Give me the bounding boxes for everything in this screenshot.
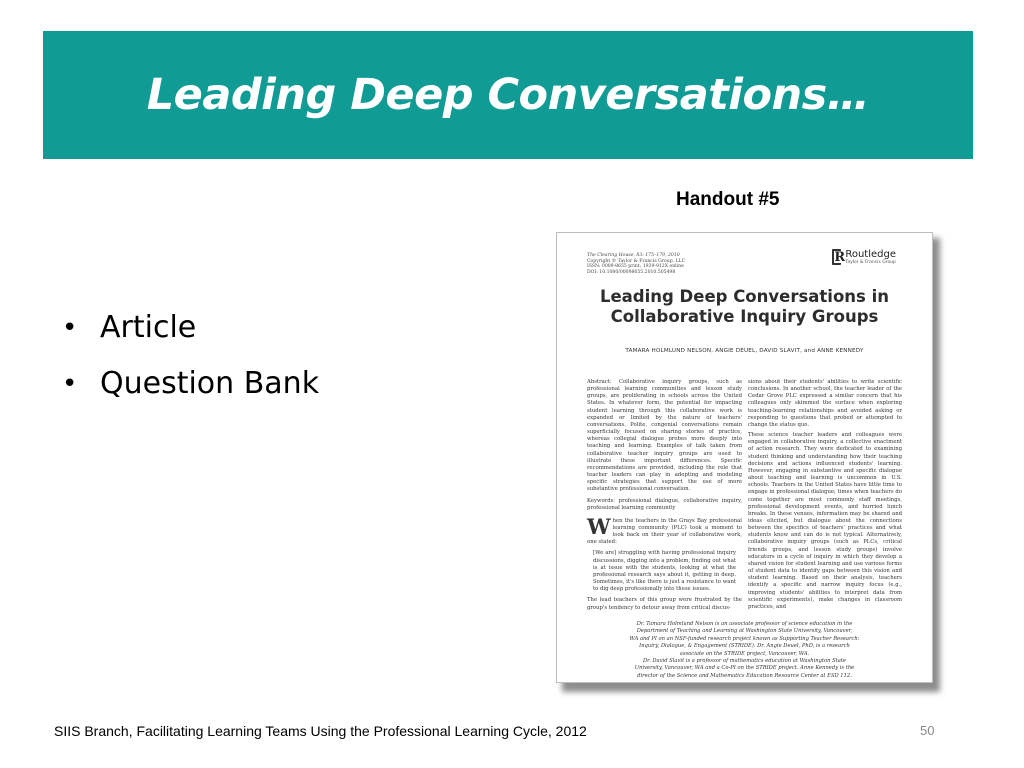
bullet-icon: • (62, 369, 78, 399)
article-author-notes (597, 621, 892, 680)
publisher-logo (832, 249, 896, 265)
bullet-icon: • (62, 313, 78, 343)
drop-cap: W (587, 513, 611, 539)
routledge-logo-icon: R (834, 250, 846, 265)
bullet-item (60, 356, 319, 412)
handout-label: Handout #5 (676, 189, 780, 210)
bullet-list (60, 300, 319, 412)
journal-line: The Clearing House, 83: 175–179, 2010 (587, 253, 680, 258)
author-note-line: Dr. Tamara Holmlund Nelson is an associate professor of science education in the (636, 621, 853, 627)
article-title-line: Collaborative Inquiry Groups (610, 307, 879, 326)
author-note-line: University, Vancouver, WA and a Co-PI on the STRIDE project. Anne Kennedy is the (634, 665, 855, 672)
slide-title: Leading Deep Conversations… (146, 70, 870, 120)
author-note-line: Dr. David Slavit is a professor of mathematics education at Washington State (643, 658, 846, 665)
journal-line: Copyright © Taylor & Francis Group, LLC (587, 258, 686, 264)
article-paragraph: sions about their students' abilities to write scientific conclusions. In another school, the teacher leader of the Cedar Grove PLC expressed a similar concern that his colleagues only skimmed the surface when exploring teaching-learning relationships and avoided asking or responding to questions that probed or attempted to change the status quo. (748, 379, 902, 428)
article-paragraph: The lead teachers of this group were frustrated by the group's tendency to detour away from critical discus- (587, 597, 742, 611)
author-note-line: associate on the STRIDE project, Vancouver, WA. (679, 650, 810, 657)
page-number: 50 (920, 723, 935, 738)
publisher-subtitle: Taylor & Francis Group (845, 260, 896, 265)
article-keywords: Keywords: professional dialogue, collaborative inquiry, professional learning community (587, 497, 742, 511)
article-title-line: Leading Deep Conversations in (599, 287, 890, 306)
journal-info (587, 253, 685, 275)
journal-line: DOI: 10.1080/00098655.2010.505498 (587, 269, 676, 275)
article-column-right (748, 379, 902, 614)
article-column-left (587, 379, 742, 615)
author-note-line: director of the Science and Mathematics Education Resource Center at ESD 112. (637, 672, 852, 679)
article-abstract: Abstract: Collaborative inquiry groups, such as professional learning communities and lesson study groups, are proliferating in schools across the United States. In whatever form, the potential for impacting student learning through this collaborative work is expanded or limited by the nature of teachers' conversations. Polite, congenial conversations remain superficially focused on sharing stories of practice, whereas collegial dialogue probes more deeply into teaching and learning. Examples of talk taken from collaborative teacher inquiry groups are used to illustrate these important differences. Specific recommendations are provided, including the role that teacher leaders can play in adopting and modeling specific strategies that support the use of more substantive professional conversation. (587, 379, 742, 493)
author-note-line: WA and PI on an NSF-funded research project known as Supporting Teacher Research: (629, 635, 860, 642)
author-note-line: Inquiry, Dialogue, & Engagement (STRIDE). Dr. Angie Deuel, PhD, is a research (639, 643, 850, 650)
publisher-name: Routledge (845, 249, 896, 260)
article-paragraph: These science teacher leaders and colleagues were engaged in collaborative inquiry, a collective enactment of action research. They were dedicated to examining student thinking and understanding how their teaching decisions and actions influenced students' learning. However, engaging in substantive and specific dialogue about teaching and learning is uncommon in U.S. schools. Teachers in the United States have little time to engage in professional dialogue; times when teachers do come together are most commonly staff meetings, professional development events, and hurried lunch breaks. In these venues, information may be shared and ideas elicited, but dialogue about the connections between the specifics of teachers' practices and what students know and can do is not typical. Alternatively, collaborative inquiry groups (such as PLCs, critical friends groups, and lesson study groups) involve educators in a cycle of inquiry in which they develop a shared vision for student learning and use various forms of student data to identify gaps between this vision and student learning. Based on their analysis, teachers identify a specific and narrow inquiry focus (e.g., improving students' abilities to interpret data from scientific experiments), make changes in classroom practices, and (748, 432, 902, 610)
article-title (557, 287, 932, 327)
article-authors: TAMARA HOLMLUND NELSON, ANGIE DEUEL, DAVID SLAVIT, and ANNE KENNEDY (625, 348, 864, 354)
bullet-text: Question Bank (100, 366, 320, 401)
title-bar (43, 31, 973, 159)
author-note-line: Department of Teaching and Learning at Washington State University, Vancouver, (636, 628, 853, 635)
article-image (556, 232, 933, 683)
journal-line: ISSN: 0009-8655 print; 1939-912X online (587, 264, 684, 270)
slide-footer: SIIS Branch, Facilitating Learning Teams Using the Professional Learning Cycle, 2012 (54, 723, 587, 739)
bullet-item (60, 300, 319, 356)
article-quote: [We are] struggling with having professional inquiry discussions, digging into a problem, finding out what is at issue with the students, looking at what the professional research says about it, getting in deep. Sometimes, it's like there is just a resistance to want to dig deep professionally into these issues. (593, 550, 736, 593)
bullet-text: Article (100, 310, 197, 345)
article-intro: hen the teachers in the Grays Bay professional learning community (PLC) took a moment to look back on their year of collaborative work, one stated: (587, 517, 742, 546)
